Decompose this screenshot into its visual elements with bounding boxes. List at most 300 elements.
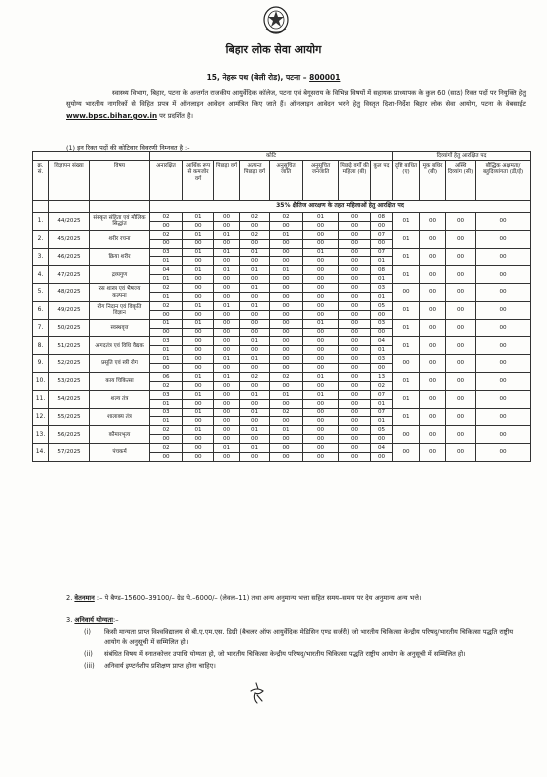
serial-cell: 4.	[33, 266, 49, 284]
women-count-cell: 00	[214, 399, 240, 408]
serial-cell: 3.	[33, 248, 49, 266]
divyang-count-cell: 00	[476, 373, 531, 391]
women-count-cell: 00	[150, 239, 183, 248]
category-count-cell: 01	[270, 426, 303, 435]
column-header: अनारक्षित	[150, 161, 183, 201]
divyang-count-cell: 00	[476, 408, 531, 426]
women-count-cell: 00	[270, 346, 303, 355]
women-count-cell: 00	[183, 381, 214, 390]
women-count-cell: 00	[183, 293, 214, 302]
women-count-cell: 00	[339, 310, 371, 319]
qualification-item	[84, 661, 528, 671]
category-count-cell: 01	[150, 355, 183, 364]
divyang-count-cell: 00	[446, 408, 476, 426]
divyang-count-cell: 00	[446, 426, 476, 444]
qualification-heading	[66, 615, 119, 624]
divyang-count-cell: 00	[446, 301, 476, 319]
divyang-count-cell: 00	[446, 444, 476, 462]
women-count-cell: 00	[150, 435, 183, 444]
section-heading: वेतनमान	[74, 594, 95, 602]
category-count-cell: 00	[214, 213, 240, 222]
category-count-cell: 03	[150, 248, 183, 257]
column-header: अनुसूचित जाति	[270, 161, 303, 201]
category-count-cell: 00	[270, 319, 303, 328]
women-count-cell: 02	[150, 381, 183, 390]
women-count-cell: 01	[371, 417, 393, 426]
table-row	[33, 301, 531, 310]
table-row	[33, 266, 531, 275]
column-header: पिछड़ा वर्ग	[214, 161, 240, 201]
pay-scale-text: :– पे बैण्ड–15600–39100/– ग्रेड पे.–6000/– (लेवल–11) तथा अन्य अनुमान्य भत्ता सहित समय–समय पर देय अनुमान्य अन्य भत्ते।	[94, 594, 422, 602]
women-count-cell: 00	[270, 293, 303, 302]
category-count-cell: 00	[339, 248, 371, 257]
subject-cell: शल्य तंत्र	[90, 390, 150, 408]
advt-number-cell: 46/2025	[49, 248, 90, 266]
table-row	[33, 284, 531, 293]
women-count-cell: 01	[150, 257, 183, 266]
category-count-cell: 08	[371, 266, 393, 275]
pay-scale-section	[66, 593, 531, 603]
women-count-cell: 01	[150, 346, 183, 355]
women-count-cell: 00	[339, 346, 371, 355]
column-header: क्र. सं.	[33, 161, 49, 201]
divyang-count-cell: 00	[393, 444, 420, 462]
women-count-cell: 00	[183, 328, 214, 337]
category-count-cell: 01	[214, 266, 240, 275]
women-count-cell: 00	[183, 364, 214, 373]
category-count-cell: 01	[270, 266, 303, 275]
category-count-cell: 01	[303, 319, 339, 328]
divyang-count-cell: 00	[420, 266, 446, 284]
women-count-cell: 01	[371, 346, 393, 355]
table-row	[33, 213, 531, 222]
advt-number-cell: 52/2025	[49, 355, 90, 373]
item-marker: (ii)	[84, 650, 93, 658]
column-header: आर्थिक रूप से कमजोर वर्ग	[183, 161, 214, 201]
women-count-cell: 00	[339, 417, 371, 426]
women-count-cell: 00	[240, 257, 270, 266]
category-count-cell: 07	[371, 230, 393, 239]
subject-cell: शरीर रचना	[90, 230, 150, 248]
women-count-cell: 00	[339, 257, 371, 266]
category-count-cell: 08	[371, 213, 393, 222]
column-header: पिछड़े वर्गों की महिला (बी)	[339, 161, 371, 201]
column-header: अस्थि दिव्यांग (सी)	[446, 161, 476, 201]
divyang-count-cell: 00	[476, 426, 531, 444]
women-count-cell: 00	[303, 399, 339, 408]
category-count-cell: 00	[183, 444, 214, 453]
women-count-cell: 00	[371, 221, 393, 230]
divyang-count-cell: 00	[476, 355, 531, 373]
women-count-cell: 00	[240, 239, 270, 248]
subject-cell: कौमारभृत्य	[90, 426, 150, 444]
category-count-cell: 00	[339, 337, 371, 346]
category-count-cell: 03	[150, 337, 183, 346]
divyang-count-cell: 00	[476, 390, 531, 408]
women-count-cell: 01	[150, 417, 183, 426]
women-count-cell: 00	[371, 239, 393, 248]
category-count-cell: 01	[214, 230, 240, 239]
women-count-cell: 00	[240, 417, 270, 426]
band-spacer	[49, 201, 90, 213]
women-count-cell: 00	[214, 328, 240, 337]
women-count-cell: 00	[240, 346, 270, 355]
category-count-cell: 00	[270, 355, 303, 364]
category-count-cell: 00	[339, 444, 371, 453]
women-count-cell: 00	[183, 310, 214, 319]
serial-cell: 1.	[33, 213, 49, 231]
category-count-cell: 00	[303, 444, 339, 453]
women-count-cell: 00	[339, 364, 371, 373]
category-count-cell: 00	[270, 284, 303, 293]
category-count-cell: 00	[339, 301, 371, 310]
divyang-count-cell: 00	[420, 337, 446, 355]
column-header: विज्ञापन संख्या	[49, 161, 90, 201]
women-count-cell: 00	[240, 399, 270, 408]
table-row	[33, 355, 531, 364]
advt-number-cell: 44/2025	[49, 213, 90, 231]
category-count-cell: 01	[270, 230, 303, 239]
women-count-cell: 00	[183, 399, 214, 408]
divyang-count-cell: 00	[420, 319, 446, 337]
women-count-cell: 01	[371, 399, 393, 408]
divyang-count-cell: 00	[420, 284, 446, 302]
women-count-cell: 00	[303, 239, 339, 248]
women-count-cell: 00	[270, 417, 303, 426]
category-count-cell: 01	[303, 248, 339, 257]
serial-cell: 13.	[33, 426, 49, 444]
serial-cell: 12.	[33, 408, 49, 426]
column-header: अत्यन्त पिछड़ा वर्ग	[240, 161, 270, 201]
category-count-cell: 01	[183, 426, 214, 435]
women-count-cell: 00	[303, 381, 339, 390]
women-count-cell: 00	[270, 435, 303, 444]
women-count-cell: 00	[214, 381, 240, 390]
women-count-cell: 01	[150, 293, 183, 302]
category-count-cell: 01	[303, 390, 339, 399]
category-count-cell: 00	[270, 248, 303, 257]
category-count-cell: 01	[183, 373, 214, 382]
category-count-cell: 01	[303, 213, 339, 222]
advt-number-cell: 57/2025	[49, 444, 90, 462]
divyang-count-cell: 00	[446, 284, 476, 302]
women-count-cell: 00	[303, 293, 339, 302]
category-count-cell: 01	[240, 390, 270, 399]
category-count-cell: 02	[240, 373, 270, 382]
divyang-count-cell: 00	[446, 319, 476, 337]
women-count-cell: 00	[214, 364, 240, 373]
category-count-cell: 01	[240, 301, 270, 310]
category-count-cell: 05	[371, 426, 393, 435]
women-count-cell: 01	[371, 275, 393, 284]
category-count-cell: 00	[214, 408, 240, 417]
org-title: बिहार लोक सेवा आयोग	[225, 43, 322, 56]
category-count-cell: 01	[183, 248, 214, 257]
section-number: 3.	[66, 616, 73, 624]
divyang-count-cell: 00	[476, 444, 531, 462]
column-header: विषय	[90, 161, 150, 201]
category-count-cell: 00	[303, 230, 339, 239]
women-count-cell: 01	[150, 275, 183, 284]
women-count-cell: 00	[214, 346, 240, 355]
category-count-cell: 00	[303, 301, 339, 310]
serial-cell: 10.	[33, 373, 49, 391]
divyang-count-cell: 00	[476, 230, 531, 248]
vacancy-table	[32, 151, 531, 462]
women-count-cell: 01	[371, 257, 393, 266]
women-count-cell: 00	[214, 257, 240, 266]
women-count-cell: 00	[371, 364, 393, 373]
divyang-count-cell: 01	[393, 337, 420, 355]
advt-number-cell: 49/2025	[49, 301, 90, 319]
women-count-cell: 00	[240, 453, 270, 462]
women-count-cell: 00	[150, 453, 183, 462]
category-count-cell: 04	[150, 266, 183, 275]
divyang-count-cell: 00	[446, 355, 476, 373]
category-count-cell: 00	[270, 337, 303, 346]
women-count-cell: 00	[240, 293, 270, 302]
category-count-cell: 00	[339, 355, 371, 364]
category-count-cell: 03	[371, 319, 393, 328]
category-count-cell: 04	[371, 337, 393, 346]
intro-text: स्वास्थ्य विभाग, बिहार, पटना के अन्तर्गत राजकीय आयुर्वेदिक कॉलेज, पटना एवं बेगूसराय के विभिन्न विषयों में सहायक प्राध्यापक के कुल 60 (साठ) रिक्त पदों पर नियुक्ति हेतु सुयोग्य भारतीय नागरिकों से विहित प्रपत्र में ऑनलाइन आवेदन आमंत्रित किए जाते हैं। ऑनलाइन आवेदन भरने हेतु विस्तृत दिशा-निर्देश बिहार लोक सेवा आयोग, पटना के वेबसाईट	[66, 89, 526, 108]
divyang-count-cell: 01	[393, 390, 420, 408]
women-count-cell: 00	[371, 310, 393, 319]
divyang-count-cell: 00	[446, 230, 476, 248]
women-reservation-band: 35% क्षैतिज आरक्षण के तहत महिलाओं हेतु आरक्षित पद	[150, 201, 531, 213]
category-count-cell: 01	[240, 426, 270, 435]
serial-cell: 8.	[33, 337, 49, 355]
women-count-cell: 00	[303, 275, 339, 284]
category-count-cell: 00	[214, 426, 240, 435]
vacancy-note: (1) इन रिक्त पदों की कोटिवार विवरणी निम्नवत है :-	[66, 144, 190, 152]
women-count-cell: 00	[303, 453, 339, 462]
band-spacer	[33, 201, 49, 213]
women-count-cell: 00	[183, 435, 214, 444]
advt-number-cell: 55/2025	[49, 408, 90, 426]
category-count-cell: 03	[371, 355, 393, 364]
serial-cell: 6.	[33, 301, 49, 319]
women-count-cell: 00	[183, 239, 214, 248]
table-row	[33, 426, 531, 435]
category-count-cell: 02	[240, 213, 270, 222]
women-count-cell: 00	[270, 399, 303, 408]
category-count-cell: 00	[214, 337, 240, 346]
women-count-cell: 00	[339, 328, 371, 337]
subject-cell: अगदतंत्र एवं विधि वैद्यक	[90, 337, 150, 355]
women-count-cell: 00	[150, 221, 183, 230]
column-header: दृष्टि बाधित (ए)	[393, 161, 420, 201]
category-count-cell: 06	[150, 373, 183, 382]
category-count-cell: 00	[339, 390, 371, 399]
women-count-cell: 01	[371, 293, 393, 302]
women-count-cell: 00	[214, 293, 240, 302]
category-count-cell: 07	[371, 408, 393, 417]
column-header: मूक बधिर (बी)	[420, 161, 446, 201]
women-count-cell: 00	[339, 239, 371, 248]
category-count-cell: 00	[214, 319, 240, 328]
category-count-cell: 01	[183, 390, 214, 399]
divyang-count-cell: 00	[393, 355, 420, 373]
women-count-cell: 00	[371, 453, 393, 462]
serial-cell: 7.	[33, 319, 49, 337]
serial-cell: 5.	[33, 284, 49, 302]
women-count-cell: 00	[240, 328, 270, 337]
serial-cell: 9.	[33, 355, 49, 373]
category-count-cell: 02	[150, 426, 183, 435]
table-row	[33, 390, 531, 399]
divyang-count-cell: 00	[476, 213, 531, 231]
table-row	[33, 337, 531, 346]
item-marker: (i)	[84, 628, 91, 636]
women-count-cell: 00	[183, 257, 214, 266]
category-count-cell: 03	[150, 390, 183, 399]
women-count-cell: 00	[339, 435, 371, 444]
category-count-cell: 01	[303, 373, 339, 382]
divyang-count-cell: 01	[393, 373, 420, 391]
table-row	[33, 408, 531, 417]
women-count-cell: 00	[339, 381, 371, 390]
category-count-cell: 01	[214, 248, 240, 257]
category-count-cell: 02	[270, 408, 303, 417]
women-count-cell: 00	[214, 221, 240, 230]
category-count-cell: 00	[183, 355, 214, 364]
advt-number-cell: 48/2025	[49, 284, 90, 302]
qualification-item	[84, 627, 528, 647]
women-count-cell: 00	[339, 275, 371, 284]
category-count-cell: 00	[339, 213, 371, 222]
address-pin: 800001	[309, 73, 341, 82]
category-count-cell: 00	[339, 266, 371, 275]
women-count-cell: 02	[371, 381, 393, 390]
subject-cell: स्वस्थवृत्त	[90, 319, 150, 337]
divyang-count-cell: 01	[393, 408, 420, 426]
women-count-cell: 00	[183, 453, 214, 462]
women-count-cell: 00	[240, 381, 270, 390]
divyang-count-cell: 01	[393, 266, 420, 284]
category-count-cell: 01	[270, 390, 303, 399]
women-count-cell: 00	[371, 328, 393, 337]
women-count-cell: 00	[339, 453, 371, 462]
women-count-cell: 01	[150, 399, 183, 408]
website-link[interactable]: www.bpsc.bihar.gov.in	[66, 111, 158, 120]
category-count-cell: 00	[240, 319, 270, 328]
item-text: अनिवार्य इण्टर्नशीप प्रशिक्षण प्राप्त होना चाहिए।	[104, 662, 216, 670]
divyang-count-cell: 00	[420, 444, 446, 462]
women-count-cell: 00	[183, 417, 214, 426]
qualification-item	[84, 649, 528, 659]
category-group-header: कोटि	[150, 152, 393, 161]
section-number: 2.	[66, 594, 73, 602]
divyang-count-cell: 00	[476, 319, 531, 337]
section-suffix: :–	[112, 616, 119, 624]
category-count-cell: 00	[339, 426, 371, 435]
women-count-cell: 00	[339, 399, 371, 408]
qualification-list	[84, 627, 528, 673]
advt-number-cell: 56/2025	[49, 426, 90, 444]
section-heading: अनिवार्य योग्यता	[74, 616, 113, 624]
women-count-cell: 00	[270, 239, 303, 248]
category-count-cell: 00	[303, 426, 339, 435]
category-count-cell: 05	[371, 301, 393, 310]
divyang-count-cell: 00	[420, 301, 446, 319]
intro-suffix: पर प्रदर्शित है।	[157, 112, 194, 120]
category-count-cell: 00	[270, 444, 303, 453]
divyang-count-cell: 00	[446, 390, 476, 408]
band-spacer	[90, 201, 150, 213]
women-count-cell: 00	[303, 257, 339, 266]
women-count-cell: 00	[303, 310, 339, 319]
women-count-cell: 00	[150, 328, 183, 337]
subject-cell: काय चिकित्सा	[90, 373, 150, 391]
divyang-count-cell: 00	[420, 426, 446, 444]
divyang-count-cell: 00	[446, 213, 476, 231]
women-count-cell: 00	[183, 221, 214, 230]
advt-number-cell: 54/2025	[49, 390, 90, 408]
divyang-count-cell: 00	[393, 426, 420, 444]
divyang-count-cell: 00	[420, 248, 446, 266]
category-count-cell: 02	[150, 230, 183, 239]
women-count-cell: 00	[270, 453, 303, 462]
subject-cell: रोग निदान एवं विकृति विज्ञान	[90, 301, 150, 319]
divyang-count-cell: 01	[393, 319, 420, 337]
category-count-cell: 02	[150, 213, 183, 222]
column-header: अनुसूचित जनजाति	[303, 161, 339, 201]
category-count-cell: 01	[214, 301, 240, 310]
category-count-cell: 01	[150, 319, 183, 328]
category-count-cell: 01	[214, 373, 240, 382]
women-count-cell: 00	[303, 221, 339, 230]
category-count-cell: 04	[371, 444, 393, 453]
category-count-cell: 00	[339, 373, 371, 382]
subject-cell: संस्कृत संहिता एवं मौलिक सिद्धांत	[90, 213, 150, 231]
category-count-cell: 00	[183, 284, 214, 293]
women-count-cell: 00	[240, 221, 270, 230]
category-count-cell: 00	[303, 337, 339, 346]
women-count-cell: 00	[270, 310, 303, 319]
table-row	[33, 373, 531, 382]
category-count-cell: 00	[339, 284, 371, 293]
women-count-cell: 00	[214, 239, 240, 248]
category-count-cell: 01	[183, 408, 214, 417]
women-count-cell: 00	[303, 346, 339, 355]
divyang-count-cell: 00	[476, 248, 531, 266]
category-count-cell: 00	[214, 390, 240, 399]
divyang-group-header: दिव्यांगों हेतु आरक्षित पद	[393, 152, 531, 161]
advt-number-cell: 45/2025	[49, 230, 90, 248]
women-count-cell: 00	[270, 381, 303, 390]
table-row	[33, 444, 531, 453]
subject-cell: प्रसूति एवं स्त्री रोग	[90, 355, 150, 373]
divyang-count-cell: 01	[393, 230, 420, 248]
divyang-count-cell: 01	[393, 213, 420, 231]
divyang-count-cell: 00	[420, 373, 446, 391]
category-count-cell: 01	[240, 266, 270, 275]
women-count-cell: 00	[214, 417, 240, 426]
women-count-cell: 00	[214, 453, 240, 462]
category-count-cell: 02	[150, 301, 183, 310]
divyang-count-cell: 00	[420, 213, 446, 231]
divyang-count-cell: 00	[446, 266, 476, 284]
column-header: बौद्धिक अक्षमता/ बहुदिव्यांगता (डी/ई)	[476, 161, 531, 201]
women-count-cell: 00	[303, 328, 339, 337]
item-text: किसी मान्यता प्राप्त विश्वविद्यालय से बी.ए.एम.एस. डिग्री (बैचलर ऑफ आयुर्वेदिक मेडिसिन एण्ड सर्जरी) जो भारतीय चिकित्सा केन्द्रीय परिषद्/भारतीय चिकित्सा पद्धति राष्ट्रीय आयोग के अनुसूची में सम्मिलित हो।	[104, 628, 514, 646]
divyang-count-cell: 01	[393, 248, 420, 266]
category-count-cell: 01	[240, 337, 270, 346]
subject-cell: द्रव्यगुण	[90, 266, 150, 284]
women-count-cell: 00	[270, 257, 303, 266]
category-count-cell: 02	[270, 213, 303, 222]
